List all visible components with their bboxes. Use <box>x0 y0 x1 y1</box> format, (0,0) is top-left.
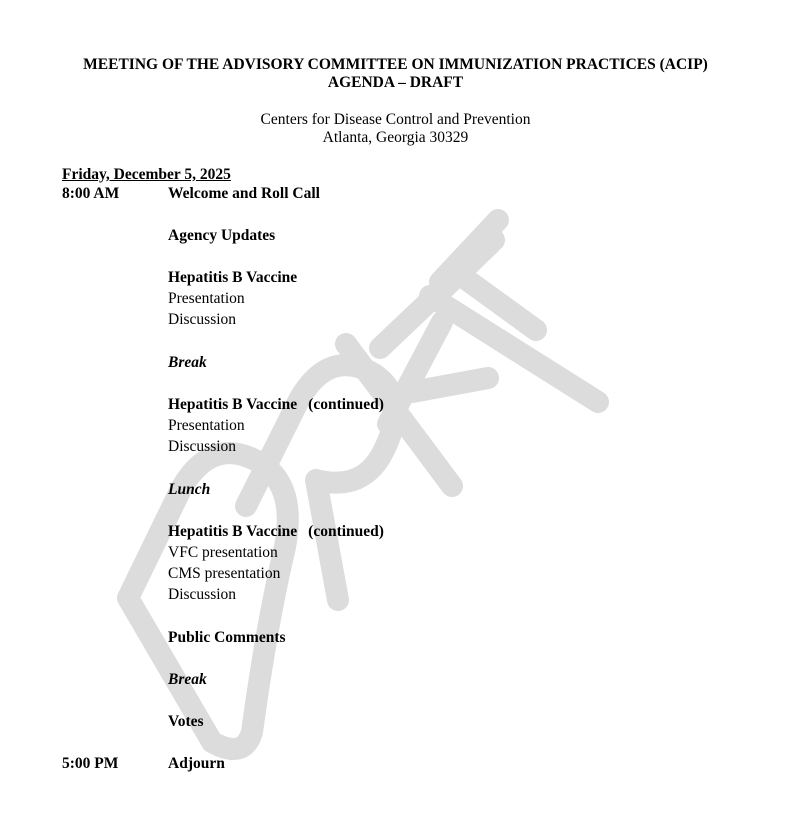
title-line-1: MEETING OF THE ADVISORY COMMITTEE ON IMMUNIZATION PRACTICES (ACIP) <box>83 56 708 73</box>
agenda-item-hepb-2 <box>168 396 384 414</box>
agenda-item-hepb-1: Hepatitis B Vaccine <box>168 269 298 286</box>
agenda-subitem-vfc: VFC presentation <box>168 544 278 561</box>
agenda-subitem-discussion: Discussion <box>168 586 237 603</box>
continued-label: (continued) <box>308 396 384 413</box>
meeting-date: Friday, December 5, 2025 <box>62 166 231 183</box>
agenda-subitem-cms: CMS presentation <box>168 565 281 582</box>
continued-label: (continued) <box>308 523 384 540</box>
agenda-item-break-2: Break <box>168 671 207 688</box>
watermark-letter-t <box>380 240 598 402</box>
agenda-subitem-discussion: Discussion <box>168 438 237 455</box>
agenda-item-hepb-2-title: Hepatitis B Vaccine <box>168 396 298 413</box>
agenda-item-votes: Votes <box>168 713 204 730</box>
agenda-item-agency-updates: Agency Updates <box>168 227 276 244</box>
location: Atlanta, Georgia 30329 <box>322 129 469 146</box>
document-title <box>0 56 791 92</box>
agenda-item-welcome: Welcome and Roll Call <box>168 185 320 202</box>
agenda-subitem-discussion: Discussion <box>168 311 237 328</box>
agenda-item-hepb-3-title: Hepatitis B Vaccine <box>168 523 298 540</box>
agenda-item-lunch: Lunch <box>168 481 211 498</box>
agenda-item-hepb-3 <box>168 523 384 541</box>
watermark-letter-f <box>432 220 536 330</box>
org-name: Centers for Disease Control and Prevention <box>260 111 531 128</box>
end-time: 5:00 PM <box>62 755 119 772</box>
agenda-subitem-presentation: Presentation <box>168 417 245 434</box>
agenda-item-adjourn: Adjourn <box>168 755 225 772</box>
title-line-2: AGENDA – DRAFT <box>327 74 464 91</box>
document-address <box>0 111 791 147</box>
start-time: 8:00 AM <box>62 185 120 202</box>
agenda-item-public-comments: Public Comments <box>168 629 286 646</box>
agenda-item-break-1: Break <box>168 354 207 371</box>
agenda-subitem-presentation: Presentation <box>168 290 245 307</box>
